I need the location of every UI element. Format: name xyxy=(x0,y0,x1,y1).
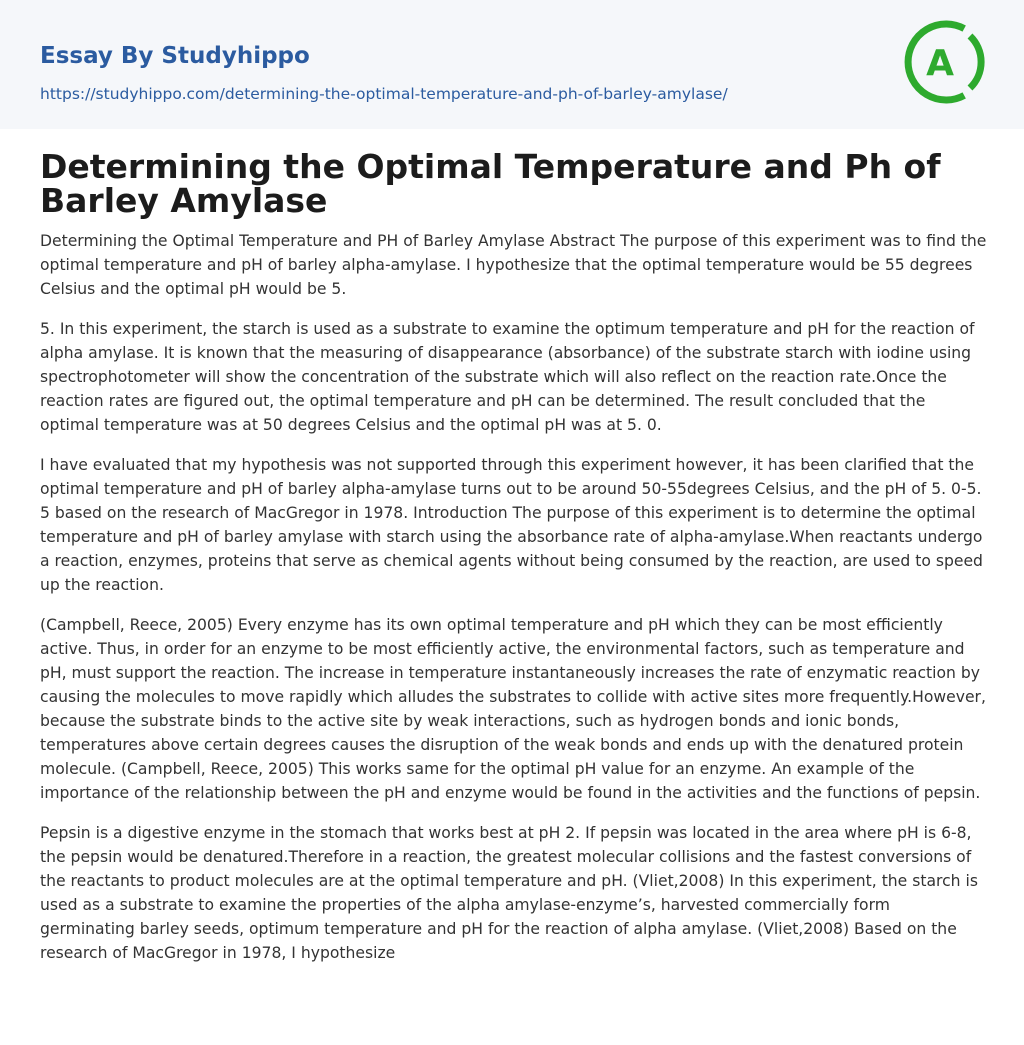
site-brand[interactable]: Essay By Studyhippo xyxy=(40,43,310,69)
article-title: Determining the Optimal Temperature and Ph of Barley Amylase xyxy=(40,147,941,220)
site-header xyxy=(0,0,1024,129)
logo-letter: A xyxy=(926,43,954,84)
article-paragraph: Pepsin is a digestive enzyme in the stomach that works best at pH 2. If pepsin was located in the area where pH is 6-8, the pepsin would be denatured.Therefore in a reaction, the greatest molecular collisions and the fastest conversions of the reactants to product molecules are at the optimal temperature and pH. (Vliet,2008) In this experiment, the starch is used as a substrate to examine the properties of the alpha amylase-enzyme’s, harvested commercially form germinating barley seeds, optimum temperature and pH for the reaction of alpha amylase. (Vliet,2008) Based on the research of MacGregor in 1978, I hypothesize xyxy=(40,824,978,962)
letter-a-ring-logo[interactable] xyxy=(904,18,988,106)
article-url-link[interactable]: https://studyhippo.com/determining-the-optimal-temperature-and-ph-of-barley-amylase/ xyxy=(40,85,728,103)
article-paragraph: I have evaluated that my hypothesis was not supported through this experiment however, it has been clarified that the optimal temperature and pH of barley alpha-amylase turns out to be around 50-55degrees Celsius, and the pH of 5. 0-5. 5 based on the research of MacGregor in 1978. Introduction The purpose of this experiment is to determine the optimal temperature and pH of barley amylase with starch using the absorbance rate of alpha-amylase.When reactants undergo a reaction, enzymes, proteins that serve as chemical agents without being consumed by the reaction, are used to speed up the reaction. xyxy=(40,456,983,594)
article-paragraph: (Campbell, Reece, 2005) Every enzyme has its own optimal temperature and pH which they can be most efficiently active. Thus, in order for an enzyme to be most efficiently active, the environmental factors, such as temperature and pH, must support the reaction. The increase in temperature instantaneously increases the rate of enzymatic reaction by causing the molecules to move rapidly which alludes the substrates to collide with active sites more frequently.However, because the substrate binds to the active site by weak interactions, such as hydrogen bonds and ionic bonds, temperatures above certain degrees causes the disruption of the weak bonds and ends up with the denatured protein molecule. (Campbell, Reece, 2005) This works same for the optimal pH value for an enzyme. An example of the importance of the relationship between the pH and enzyme would be found in the activities and the functions of pepsin. xyxy=(40,616,986,802)
article-paragraph: 5. In this experiment, the starch is used as a substrate to examine the optimum temperature and pH for the reaction of alpha amylase. It is known that the measuring of disappearance (absorbance) of the substrate starch with iodine using spectrophotometer will show the concentration of the substrate which will also reflect on the reaction rate.Once the reaction rates are figured out, the optimal temperature and pH can be determined. The result concluded that the optimal temperature was at 50 degrees Celsius and the optimal pH was at 5. 0. xyxy=(40,320,975,434)
article-body xyxy=(40,229,988,981)
article-paragraph: Determining the Optimal Temperature and PH of Barley Amylase Abstract The purpose of this experiment was to find the optimal temperature and pH of barley alpha-amylase. I hypothesize that the optimal temperature would be 55 degrees Celsius and the optimal pH would be 5. xyxy=(40,232,987,298)
